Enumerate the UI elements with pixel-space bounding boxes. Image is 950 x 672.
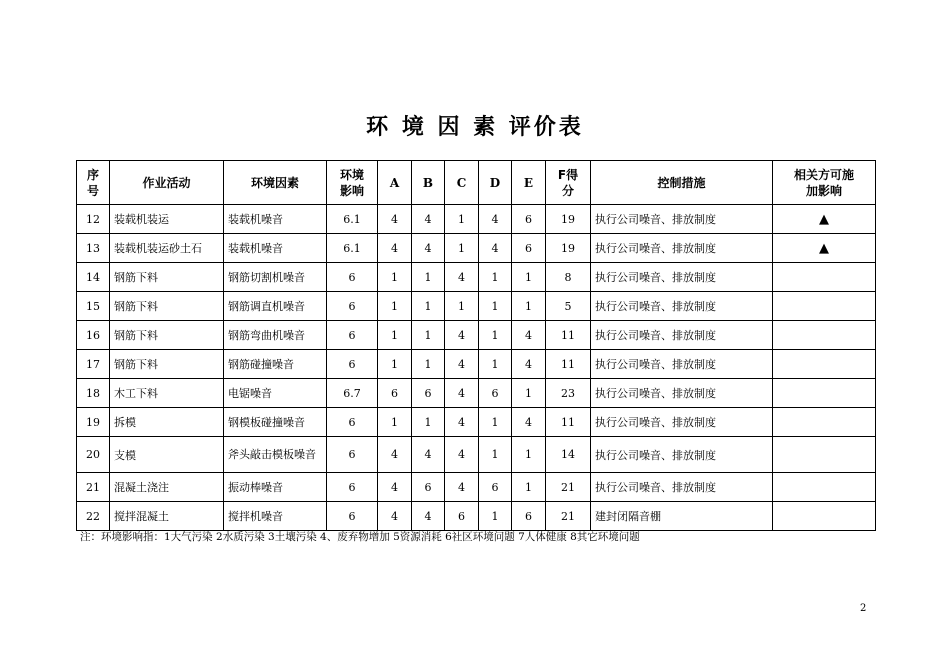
cell-a: 6 (378, 379, 412, 408)
cell-control: 执行公司噪音、排放制度 (591, 292, 773, 321)
cell-factor: 钢筋调直机噪音 (224, 292, 327, 321)
cell-d: 1 (479, 437, 512, 473)
cell-a: 1 (378, 408, 412, 437)
cell-control: 执行公司噪音、排放制度 (591, 234, 773, 263)
cell-seq: 19 (77, 408, 110, 437)
table-row (77, 502, 876, 531)
cell-impact: 6.1 (327, 234, 378, 263)
cell-control: 执行公司噪音、排放制度 (591, 350, 773, 379)
cell-f-score: 14 (546, 437, 591, 473)
cell-activity: 混凝土浇注 (110, 473, 224, 502)
cell-b: 6 (412, 473, 445, 502)
cell-f-score: 21 (546, 502, 591, 531)
cell-b: 4 (412, 234, 445, 263)
cell-b: 6 (412, 379, 445, 408)
cell-impact: 6.7 (327, 379, 378, 408)
cell-a: 1 (378, 321, 412, 350)
cell-c: 4 (445, 350, 479, 379)
cell-factor: 斧头敲击模板噪音 (224, 437, 327, 473)
cell-e: 1 (512, 437, 546, 473)
cell-c: 1 (445, 234, 479, 263)
cell-influence (773, 263, 876, 292)
cell-d: 6 (479, 379, 512, 408)
header-factor: 环境因素 (224, 161, 327, 205)
cell-factor: 装载机噪音 (224, 205, 327, 234)
cell-influence (773, 321, 876, 350)
cell-e: 1 (512, 379, 546, 408)
cell-e: 6 (512, 502, 546, 531)
page-number: 2 (860, 603, 867, 614)
header-e: E (512, 161, 546, 205)
cell-impact: 6 (327, 263, 378, 292)
cell-activity: 钢筋下料 (110, 292, 224, 321)
cell-b: 1 (412, 263, 445, 292)
cell-d: 1 (479, 502, 512, 531)
table-row (77, 321, 876, 350)
cell-control: 建封闭隔音棚 (591, 502, 773, 531)
table-row (77, 292, 876, 321)
cell-d: 1 (479, 321, 512, 350)
cell-a: 4 (378, 473, 412, 502)
cell-c: 4 (445, 379, 479, 408)
cell-f-score: 11 (546, 408, 591, 437)
cell-e: 1 (512, 292, 546, 321)
cell-b: 4 (412, 437, 445, 473)
cell-control: 执行公司噪音、排放制度 (591, 205, 773, 234)
cell-d: 1 (479, 292, 512, 321)
table-header-row (77, 161, 876, 205)
cell-b: 1 (412, 408, 445, 437)
cell-seq: 22 (77, 502, 110, 531)
cell-influence (773, 473, 876, 502)
cell-d: 1 (479, 350, 512, 379)
cell-seq: 20 (77, 437, 110, 473)
cell-a: 4 (378, 205, 412, 234)
cell-c: 4 (445, 473, 479, 502)
cell-seq: 18 (77, 379, 110, 408)
cell-c: 4 (445, 408, 479, 437)
cell-a: 4 (378, 437, 412, 473)
cell-b: 1 (412, 292, 445, 321)
cell-b: 4 (412, 205, 445, 234)
cell-c: 4 (445, 263, 479, 292)
header-d: D (479, 161, 512, 205)
cell-e: 4 (512, 408, 546, 437)
cell-a: 1 (378, 263, 412, 292)
header-a: A (378, 161, 412, 205)
header-impact: 环境影响 (327, 161, 378, 205)
triangle-icon: ▲ (773, 234, 876, 263)
cell-influence (773, 502, 876, 531)
cell-influence (773, 379, 876, 408)
header-control: 控制措施 (591, 161, 773, 205)
cell-c: 1 (445, 292, 479, 321)
triangle-icon: ▲ (773, 205, 876, 234)
cell-factor: 搅拌机噪音 (224, 502, 327, 531)
cell-activity: 拆模 (110, 408, 224, 437)
cell-impact: 6 (327, 408, 378, 437)
cell-control: 执行公司噪音、排放制度 (591, 379, 773, 408)
cell-impact: 6 (327, 350, 378, 379)
header-activity: 作业活动 (110, 161, 224, 205)
cell-impact: 6 (327, 321, 378, 350)
footnote: 注：环境影响指：1大气污染 2水质污染 3土壤污染 4、废弃物增加 5资源消耗 6社区环境问题 7人体健康 8其它环境问题 (80, 531, 640, 543)
cell-influence (773, 292, 876, 321)
cell-factor: 电锯噪音 (224, 379, 327, 408)
cell-activity: 钢筋下料 (110, 321, 224, 350)
cell-a: 4 (378, 234, 412, 263)
cell-factor: 装载机噪音 (224, 234, 327, 263)
header-b: B (412, 161, 445, 205)
cell-control: 执行公司噪音、排放制度 (591, 321, 773, 350)
cell-f-score: 19 (546, 205, 591, 234)
cell-activity: 搅拌混凝土 (110, 502, 224, 531)
cell-e: 6 (512, 205, 546, 234)
cell-e: 4 (512, 350, 546, 379)
cell-d: 4 (479, 205, 512, 234)
cell-f-score: 21 (546, 473, 591, 502)
cell-f-score: 11 (546, 321, 591, 350)
cell-activity: 木工下料 (110, 379, 224, 408)
table-row (77, 234, 876, 263)
cell-activity: 装载机装运砂土石 (110, 234, 224, 263)
header-f-score: F得分 (546, 161, 591, 205)
cell-factor: 振动棒噪音 (224, 473, 327, 502)
table-row (77, 473, 876, 502)
environment-factor-table (76, 160, 876, 531)
page-title: 环 境 因 素 评价表 (366, 115, 584, 140)
table-row (77, 205, 876, 234)
cell-e: 6 (512, 234, 546, 263)
cell-d: 4 (479, 234, 512, 263)
cell-e: 4 (512, 321, 546, 350)
cell-impact: 6 (327, 437, 378, 473)
cell-seq: 14 (77, 263, 110, 292)
cell-c: 4 (445, 321, 479, 350)
table-row (77, 437, 876, 473)
cell-f-score: 11 (546, 350, 591, 379)
cell-activity: 钢筋下料 (110, 263, 224, 292)
cell-seq: 17 (77, 350, 110, 379)
cell-control: 执行公司噪音、排放制度 (591, 408, 773, 437)
cell-d: 1 (479, 263, 512, 292)
cell-impact: 6 (327, 473, 378, 502)
cell-activity: 装载机装运 (110, 205, 224, 234)
cell-seq: 12 (77, 205, 110, 234)
cell-factor: 钢模板碰撞噪音 (224, 408, 327, 437)
cell-impact: 6 (327, 502, 378, 531)
cell-impact: 6 (327, 292, 378, 321)
cell-f-score: 8 (546, 263, 591, 292)
cell-control: 执行公司噪音、排放制度 (591, 473, 773, 502)
cell-seq: 13 (77, 234, 110, 263)
cell-influence (773, 437, 876, 473)
cell-c: 1 (445, 205, 479, 234)
cell-activity: 钢筋下料 (110, 350, 224, 379)
cell-e: 1 (512, 473, 546, 502)
table-row (77, 350, 876, 379)
cell-b: 4 (412, 502, 445, 531)
header-influence: 相关方可施加影响 (773, 161, 876, 205)
table-row (77, 408, 876, 437)
cell-d: 1 (479, 408, 512, 437)
cell-seq: 21 (77, 473, 110, 502)
cell-b: 1 (412, 350, 445, 379)
cell-f-score: 19 (546, 234, 591, 263)
cell-c: 6 (445, 502, 479, 531)
header-c: C (445, 161, 479, 205)
cell-factor: 钢筋碰撞噪音 (224, 350, 327, 379)
cell-control: 执行公司噪音、排放制度 (591, 263, 773, 292)
cell-e: 1 (512, 263, 546, 292)
cell-influence (773, 408, 876, 437)
cell-a: 1 (378, 292, 412, 321)
cell-f-score: 23 (546, 379, 591, 408)
cell-impact: 6.1 (327, 205, 378, 234)
cell-a: 4 (378, 502, 412, 531)
cell-seq: 16 (77, 321, 110, 350)
cell-activity: 支模 (110, 437, 224, 473)
header-seq: 序号 (77, 161, 110, 205)
cell-control: 执行公司噪音、排放制度 (591, 437, 773, 473)
cell-d: 6 (479, 473, 512, 502)
cell-seq: 15 (77, 292, 110, 321)
cell-influence (773, 350, 876, 379)
cell-b: 1 (412, 321, 445, 350)
table-row (77, 379, 876, 408)
cell-factor: 钢筋切割机噪音 (224, 263, 327, 292)
cell-factor: 钢筋弯曲机噪音 (224, 321, 327, 350)
table-row (77, 263, 876, 292)
cell-c: 4 (445, 437, 479, 473)
cell-f-score: 5 (546, 292, 591, 321)
cell-a: 1 (378, 350, 412, 379)
